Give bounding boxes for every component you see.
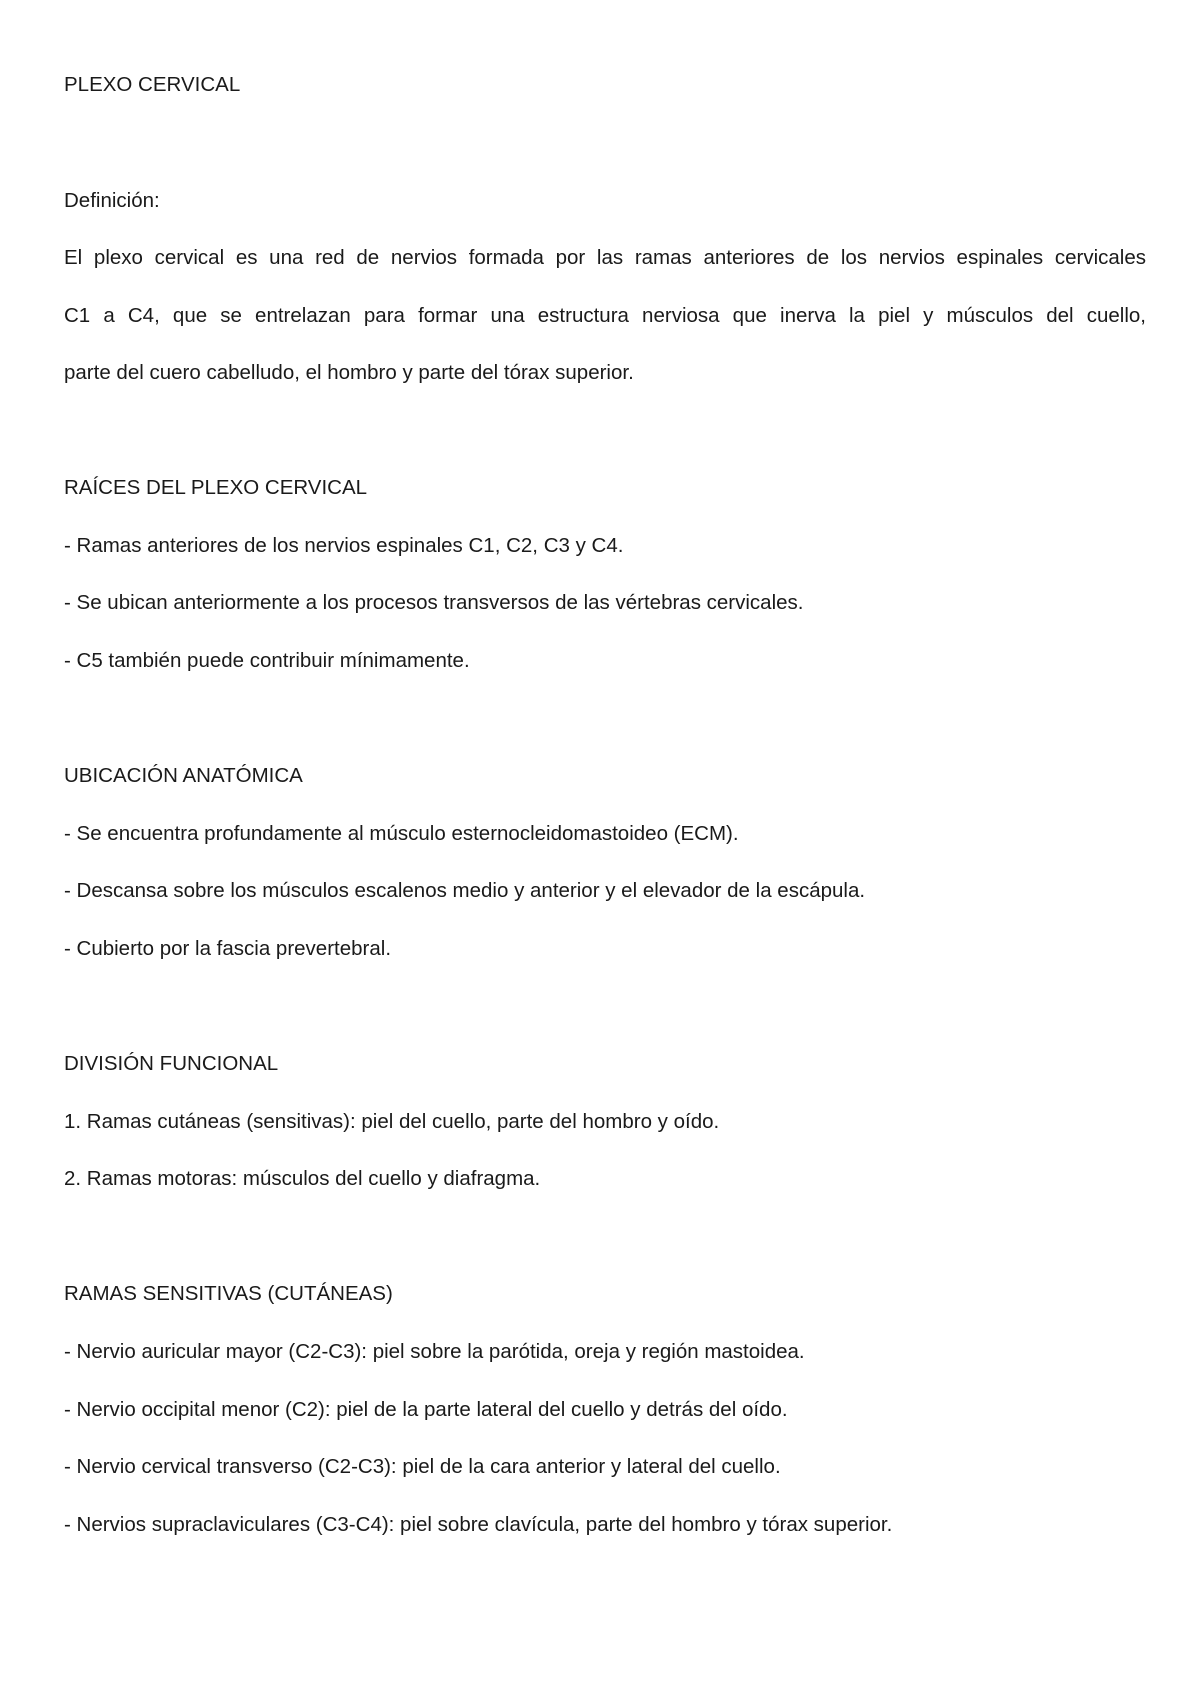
list-item: 1. Ramas cutáneas (sensitivas): piel del cuello, parte del hombro y oído.	[64, 1110, 720, 1133]
list-item: - Nervio cervical transverso (C2-C3): piel de la cara anterior y lateral del cuello.	[64, 1455, 781, 1478]
list-item: - Descansa sobre los músculos escalenos medio y anterior y el elevador de la escápula.	[64, 879, 866, 902]
list-item: - C5 también puede contribuir mínimamente.	[64, 649, 470, 672]
list-item: - Se ubican anteriormente a los procesos transversos de las vértebras cervicales.	[64, 591, 804, 614]
section-heading-ramas-sensitivas: RAMAS SENSITIVAS (CUTÁNEAS)	[64, 1282, 393, 1305]
section-heading-ubicacion: UBICACIÓN ANATÓMICA	[64, 764, 303, 787]
document-title: PLEXO CERVICAL	[64, 73, 241, 96]
definition-label: Definición:	[64, 189, 160, 212]
list-item: - Cubierto por la fascia prevertebral.	[64, 937, 392, 960]
section-heading-raices: RAÍCES DEL PLEXO CERVICAL	[64, 476, 368, 499]
list-item: - Nervio occipital menor (C2): piel de la parte lateral del cuello y detrás del oído.	[64, 1398, 788, 1421]
definition-line: parte del cuero cabelludo, el hombro y parte del tórax superior.	[64, 361, 634, 384]
list-item: - Se encuentra profundamente al músculo esternocleidomastoideo (ECM).	[64, 822, 739, 845]
list-item: - Nervios supraclaviculares (C3-C4): piel sobre clavícula, parte del hombro y tórax superior.	[64, 1513, 893, 1536]
list-item: - Ramas anteriores de los nervios espinales C1, C2, C3 y C4.	[64, 534, 624, 557]
definition-line: C1 a C4, que se entrelazan para formar una estructura nerviosa que inerva la piel y músculos del cuello,	[64, 304, 1146, 327]
definition-line: El plexo cervical es una red de nervios formada por las ramas anteriores de los nervios espinales cervicales	[64, 246, 1146, 269]
list-item: 2. Ramas motoras: músculos del cuello y diafragma.	[64, 1167, 541, 1190]
section-heading-division: DIVISIÓN FUNCIONAL	[64, 1052, 279, 1075]
list-item: - Nervio auricular mayor (C2-C3): piel sobre la parótida, oreja y región mastoidea.	[64, 1340, 805, 1363]
